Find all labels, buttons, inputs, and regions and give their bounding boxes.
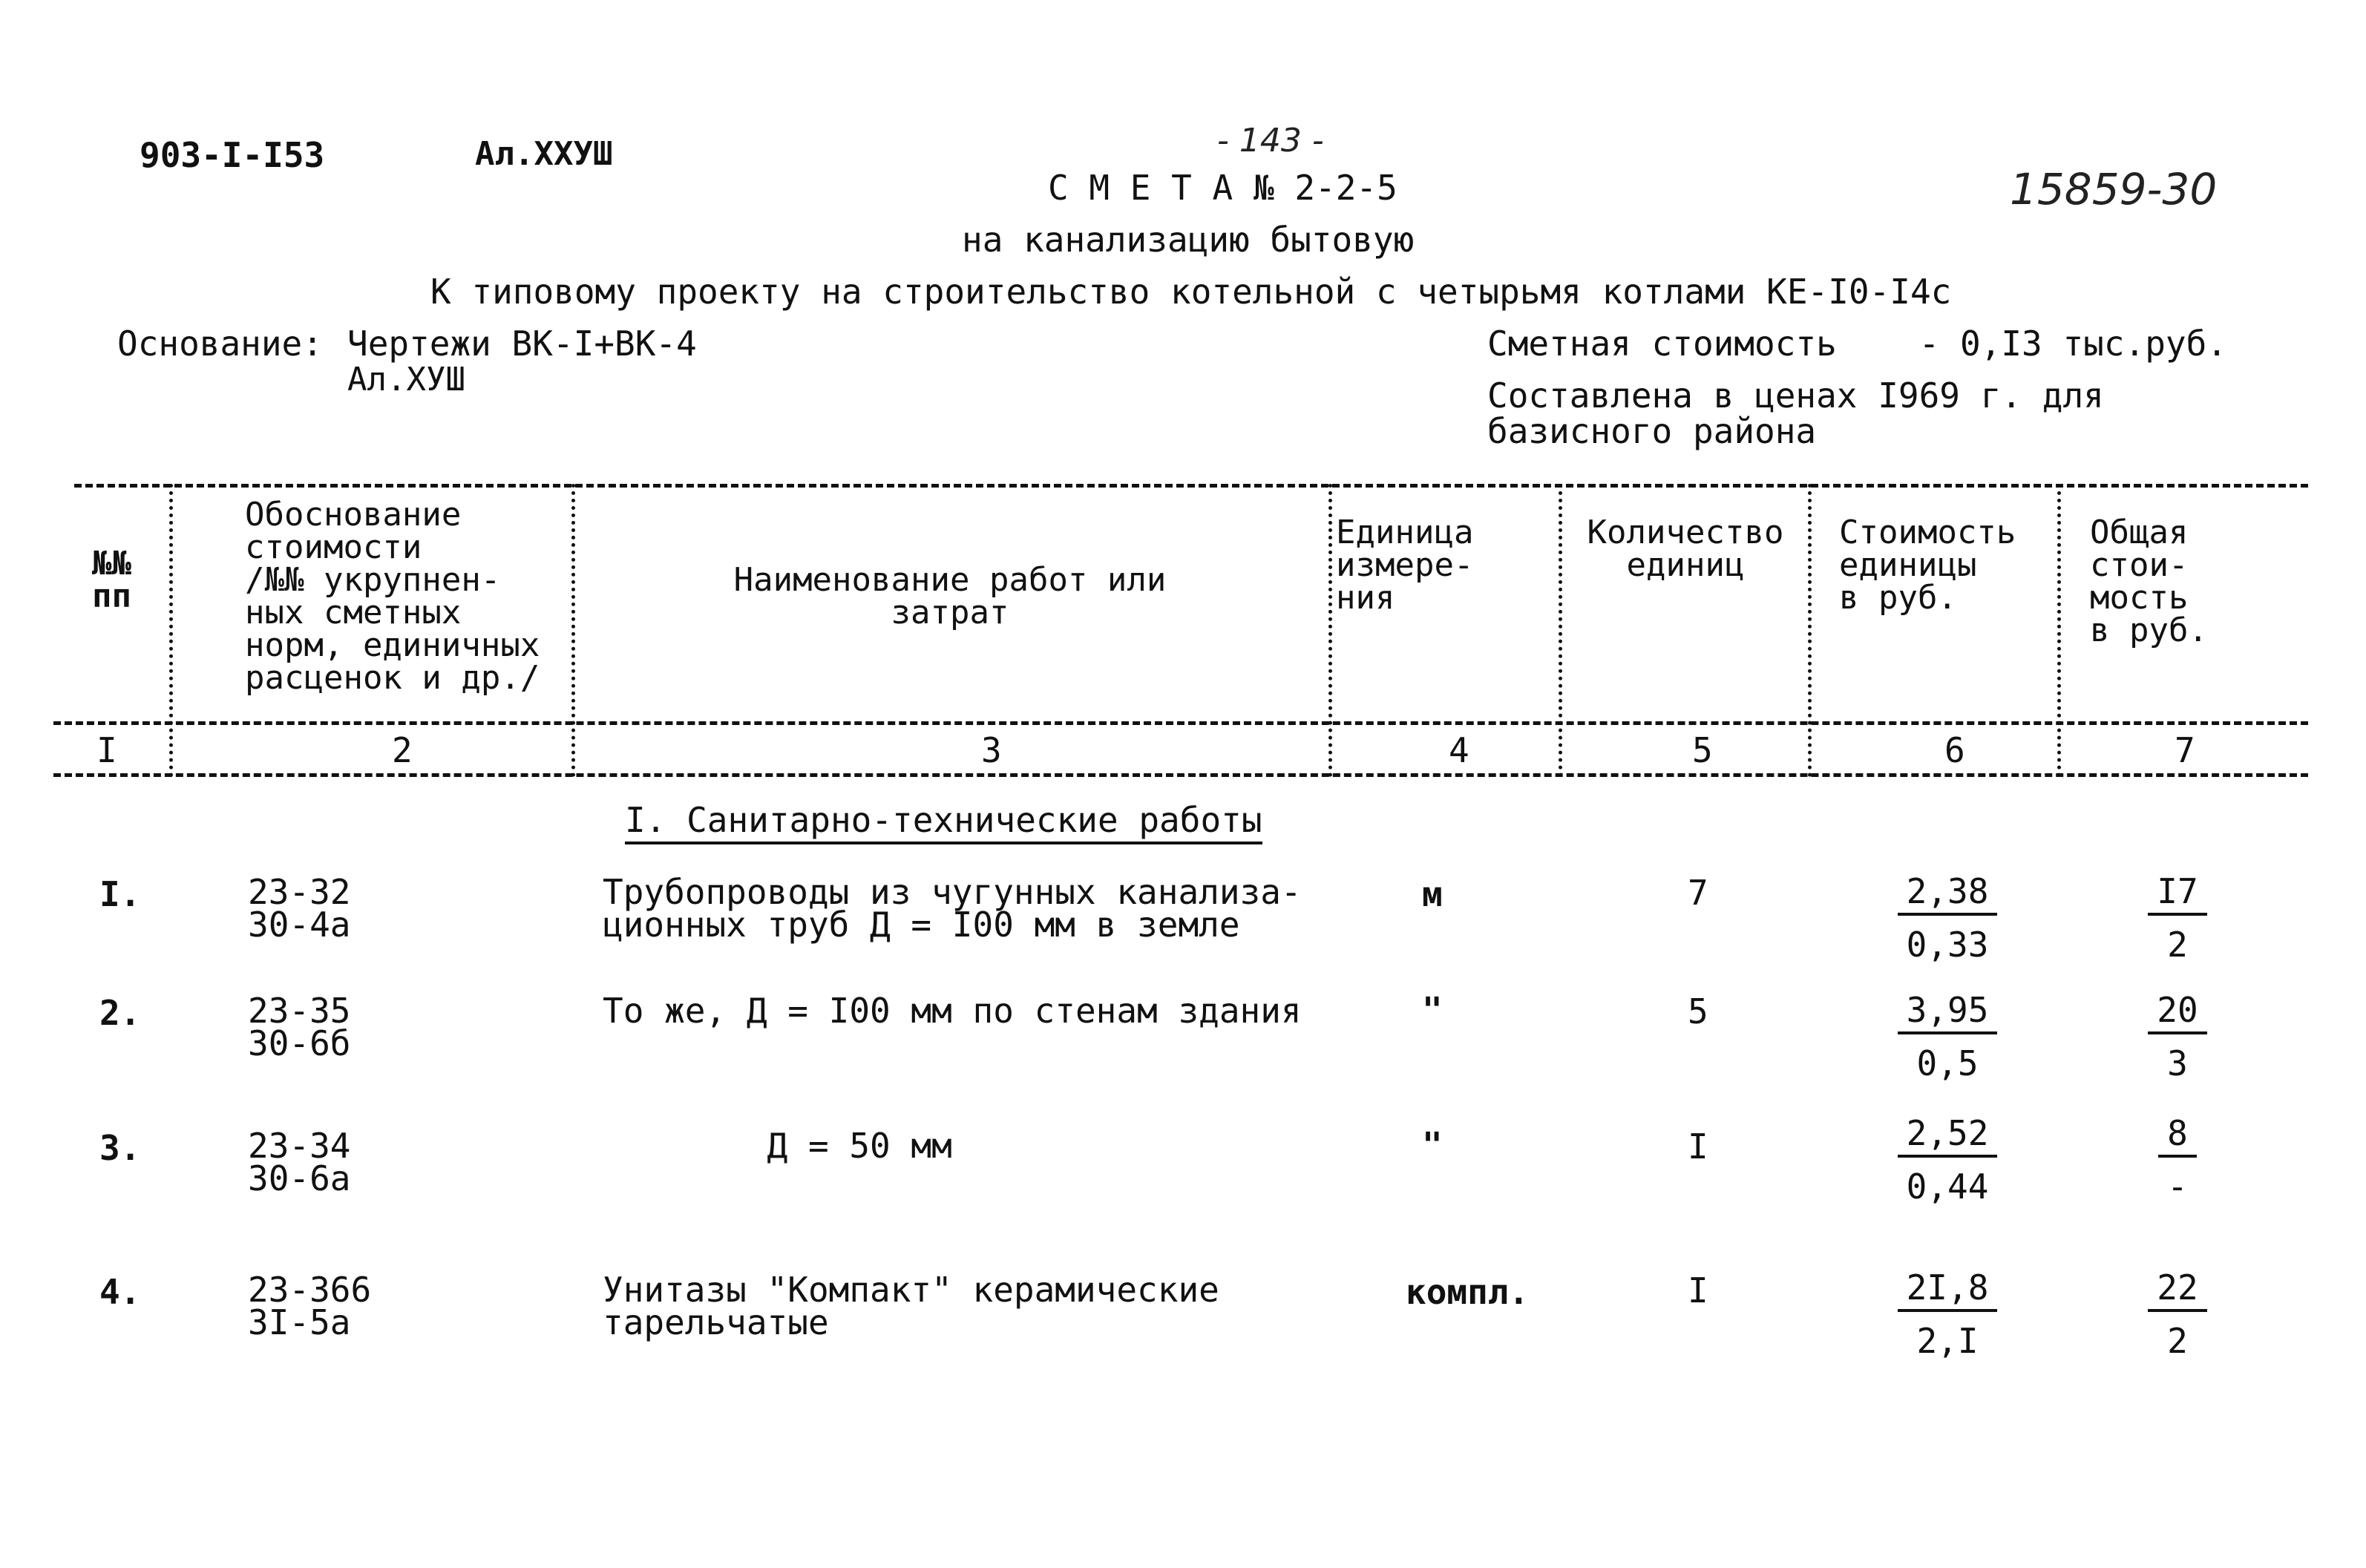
row-unit: " (1422, 1125, 1443, 1165)
row-total-cost: 8 - (2103, 1116, 2252, 1204)
column-number: 2 (392, 730, 413, 770)
document-code: 903-I-I53 (140, 135, 325, 175)
row-number: 2. (99, 993, 141, 1033)
column-header-basis: Обоснование стоимости /№№ укрупнен- ных сметных норм, единичных расценок и др./ (245, 496, 540, 697)
album-reference: Ал.XXУШ (475, 135, 613, 173)
column-separator (1559, 484, 1562, 777)
row-total-cost: $\frac{20}{3}$ (2103, 993, 2252, 1080)
column-header-no: №№ пп (92, 545, 131, 615)
column-separator (169, 484, 173, 777)
column-number: I (96, 730, 117, 770)
column-header-name: Наименование работ или затрат (733, 561, 1167, 632)
row-work-name: Трубопроводы из чугунных канализа- ционных труб Д = I00 мм в земле (603, 872, 1302, 945)
column-separator (571, 484, 575, 777)
row-unit-cost: $\frac{2,52}{0,44}$ (1873, 1116, 2022, 1204)
table-top-rule (74, 484, 2308, 488)
column-header-total-cost: Общая стои- мость в руб. (2090, 514, 2208, 649)
column-number: 6 (1944, 730, 1965, 770)
row-quantity: 7 (1688, 873, 1708, 913)
column-header-quantity: Количество единиц (1587, 514, 1784, 584)
prices-note-line1: Составлена в ценах I969 г. для (1487, 375, 2104, 416)
archive-stamp: 15859-30 (2010, 164, 2218, 214)
row-unit: м (1422, 874, 1443, 914)
header-bottom-rule (53, 721, 2308, 725)
column-separator (2057, 484, 2061, 777)
document-title: С М Е Т А № 2-2-5 (1048, 168, 1397, 208)
row-basis-code: 23-35 30-6б (248, 991, 351, 1063)
row-unit: компл. (1406, 1272, 1530, 1312)
row-total-cost: $\frac{22}{2}$ (2103, 1270, 2252, 1358)
row-unit: " (1422, 990, 1443, 1030)
row-work-name: Унитазы "Компакт" керамические тарельчатые (603, 1270, 1219, 1342)
row-number: I. (99, 874, 141, 914)
column-header-unit: Единица измере- ния (1336, 514, 1474, 617)
basis-value: Чертежи ВК-I+ВК-4 (347, 324, 697, 364)
column-number: 4 (1449, 730, 1469, 770)
basis-album: Ал.ХУШ (347, 361, 465, 398)
section-title: I. Санитарно-технические работы (625, 803, 1262, 844)
row-quantity: I (1688, 1270, 1708, 1311)
column-number: 5 (1692, 730, 1713, 770)
column-separator (1328, 484, 1332, 777)
row-basis-code: 23-366 3I-5а (248, 1270, 372, 1342)
column-number: 7 (2175, 730, 2195, 770)
column-numbers-rule (53, 773, 2308, 777)
page-number: - 143 - (1217, 122, 1324, 160)
project-subject: К типовому проекту на строительство котельной с четырьмя котлами КЕ-I0-I4с (430, 272, 1952, 312)
row-quantity: 5 (1688, 991, 1708, 1031)
row-unit-cost: $\frac{3,95}{0,5}$ (1873, 993, 2022, 1080)
row-quantity: I (1688, 1126, 1708, 1167)
row-unit-cost: $\frac{2,38}{0,33}$ (1873, 874, 2022, 962)
column-separator (1808, 484, 1812, 777)
row-basis-code: 23-32 30-4а (248, 872, 351, 945)
basis-label: Основание: (117, 324, 323, 364)
document-subtitle: на канализацию бытовую (962, 220, 1415, 260)
row-unit-cost: $\frac{2I,8}{2,I}$ (1873, 1270, 2022, 1358)
row-work-name: То же, Д = I00 мм по стенам здания (603, 991, 1302, 1031)
column-header-unit-cost: Стоимость единицы в руб. (1839, 514, 2016, 617)
column-number: 3 (981, 730, 1002, 770)
prices-note-line2: базисного района (1487, 411, 1817, 451)
row-work-name: Д = 50 мм (603, 1126, 952, 1166)
estimated-cost: Сметная стоимость - 0,I3 тыс.руб. (1487, 324, 2227, 364)
row-number: 3. (99, 1128, 141, 1168)
row-total-cost: $\frac{I7}{2}$ (2103, 874, 2252, 962)
row-number: 4. (99, 1272, 141, 1312)
row-basis-code: 23-34 30-6а (248, 1126, 351, 1198)
